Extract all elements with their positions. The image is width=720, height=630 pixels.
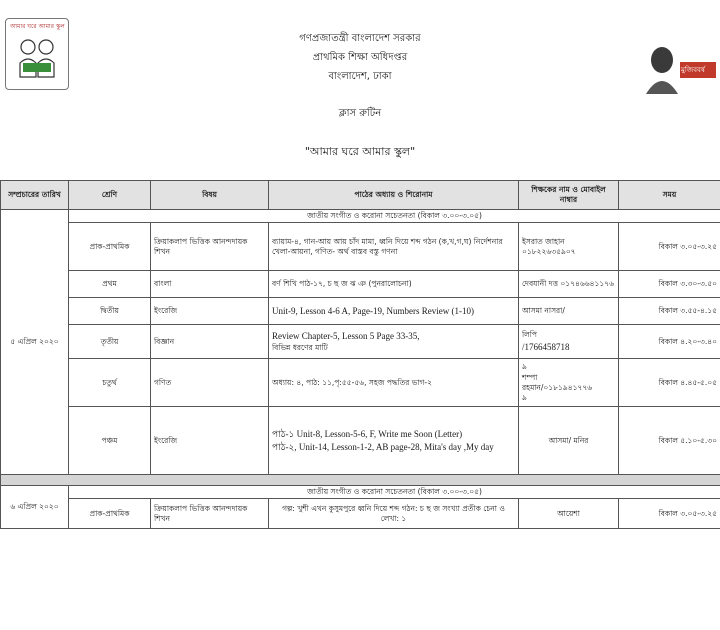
anthem-banner: জাতীয় সংগীত ও করোনা সচেতনতা (বিকাল ৩.০০-৩.০৫) — [69, 486, 720, 499]
time-cell: বিকাল ৩.৫৫-৪.১৫ — [619, 298, 720, 325]
day-separator — [1, 475, 720, 486]
anthem-banner: জাতীয় সংগীত ও করোনা সচেতনতা (বিকাল ৩.০০-৩.০৫) — [69, 210, 720, 223]
teacher-cell: আয়েশা — [519, 499, 619, 529]
lesson-part-2: পাঠ-২, Unit-14, Lesson-1-2, AB page-28, Mita's day ,My day — [272, 441, 494, 452]
teacher-phone: /1766458718 — [522, 341, 570, 352]
col-class: শ্রেণি — [69, 181, 151, 210]
teacher-line: ৯ — [522, 392, 527, 402]
teacher-phone: রহমান/০১৮১৯৪১৭৭৬ — [522, 382, 593, 392]
class-cell: তৃতীয় — [69, 325, 151, 359]
document-header — [0, 0, 720, 170]
col-time: সময় — [619, 181, 720, 210]
teacher-cell — [519, 325, 619, 359]
table-row — [1, 359, 720, 407]
time-cell: বিকাল ৫.১০-৫.৩০ — [619, 407, 720, 475]
lesson-bangla: বিভিন্ন ধরণের মাটি — [272, 342, 328, 352]
logo-caption: আমার ঘরে আমার স্কুল — [10, 23, 65, 30]
subject-cell: ইংরেজি — [151, 298, 269, 325]
subject-cell: ক্রিয়াকলাপ ভিত্তিক আনন্দদায়ক শিখন — [151, 499, 269, 529]
subject-cell: বিজ্ঞান — [151, 325, 269, 359]
govt-name: গণপ্রজাতন্ত্রী বাংলাদেশ সরকার — [299, 33, 421, 44]
routine-title: ক্লাস রুটিন — [338, 108, 382, 119]
class-cell: চতুর্থ — [69, 359, 151, 407]
teacher-cell: আসমা/ মনির — [519, 407, 619, 475]
table-row — [1, 325, 720, 359]
teacher-cell: আসমা নাসরা/ — [519, 298, 619, 325]
lesson-cell: গল্প: খুশী এখন কুসুমপুরে ধ্বনি দিয়ে শব্দ গঠন: চ ছ জ সংখ্যা প্রতীক চেনা ও লেখা: ১ — [269, 499, 519, 529]
subject-cell: বাংলা — [151, 271, 269, 298]
teacher-cell: ইসরাত জাহান ০১৮২২৬৩৫৯০৭ — [519, 223, 619, 271]
location: বাংলাদেশ, ঢাকা — [328, 71, 392, 82]
lesson-cell: Unit-9, Lesson 4-6 A, Page-19, Numbers Review (1-10) — [269, 298, 519, 325]
time-cell: বিকাল ৩.৩০-৩.৫০ — [619, 271, 720, 298]
teacher-name: শম্পা — [522, 372, 538, 382]
lesson-cell — [269, 325, 519, 359]
broadcast-date: ৫ এপ্রিল ২০২০ — [1, 210, 69, 475]
class-routine-table — [0, 180, 720, 529]
class-cell: প্রথম — [69, 271, 151, 298]
time-cell: বিকাল ৪.৪৫-৫.০৫ — [619, 359, 720, 407]
time-cell: বিকাল ৩.০৫-৩.২৫ — [619, 223, 720, 271]
teacher-line: ৯ — [522, 362, 527, 372]
table-row — [1, 271, 720, 298]
col-lesson: পাঠের অধ্যায় ও শিরোনাম — [269, 181, 519, 210]
directorate-name: প্রাথমিক শিক্ষা অধিদপ্তর — [312, 52, 408, 63]
time-cell: বিকাল ৪.২০-৩.৪০ — [619, 325, 720, 359]
lesson-part-1: পাঠ-১ Unit-8, Lesson-5-6, F, Write me Soon (Letter) — [272, 429, 463, 440]
anthem-banner-row — [1, 486, 720, 499]
lesson-cell: ব্যায়াম-৪, গান-আয় আয় চাঁদ মামা, ধ্বনি দিয়ে শব্দ গঠন (ক,খ,গ,ঘ) নির্দেশনার খেলা-আয়না, গণিত- অর্থ বাস্তব বস্তু গণনা — [269, 223, 519, 271]
class-cell: দ্বিতীয় — [69, 298, 151, 325]
portrait-icon — [640, 38, 718, 96]
teacher-cell: দেবযানী দত্ত ০১৭৪৬৬৪১১৭৬ — [519, 271, 619, 298]
lesson-cell: অধ্যায়: ৪, পাঠ: ১১,পৃ:৫৫-৫৬, সহজ পদ্ধতির ভাগ-২ — [269, 359, 519, 407]
time-cell: বিকাল ৩.০৫-৩.২৫ — [619, 499, 720, 529]
table-row — [1, 407, 720, 475]
teacher-cell — [519, 359, 619, 407]
class-cell: প্রাক-প্রাথমিক — [69, 223, 151, 271]
mujib-borsho-logo — [640, 38, 718, 96]
teacher-name: লিপি — [522, 330, 537, 340]
table-row — [1, 298, 720, 325]
table-row — [1, 223, 720, 271]
col-subject: বিষয় — [151, 181, 269, 210]
subject-cell: গণিত — [151, 359, 269, 407]
anthem-banner-row — [1, 210, 720, 223]
subject-cell: ইংরেজি — [151, 407, 269, 475]
logo-right-caption: মুজিববর্ষ — [681, 66, 705, 74]
class-cell: পঞ্চম — [69, 407, 151, 475]
subject-cell: ক্রিয়াকলাপ ভিত্তিক আনন্দদায়ক শিখন — [151, 223, 269, 271]
table-header-row — [1, 181, 720, 210]
broadcast-date: ৬ এপ্রিল ২০২০ — [1, 486, 69, 529]
lesson-english: Review Chapter-5, Lesson 5 Page 33-35, — [272, 331, 420, 342]
table-row — [1, 499, 720, 529]
slogan: "আমার ঘরে আমার স্কুল" — [304, 145, 416, 158]
lesson-cell — [269, 407, 519, 475]
class-cell: প্রাক-প্রাথমিক — [69, 499, 151, 529]
col-teacher: শিক্ষকের নাম ও মোবাইল নাম্বার — [519, 181, 619, 210]
col-date: সম্প্রচারের তারিখ — [1, 181, 69, 210]
lesson-cell: বর্ণ শিখি পাঠ-১৭, চ ছ জ ঝ ঞ (পুনরালোচনা) — [269, 271, 519, 298]
